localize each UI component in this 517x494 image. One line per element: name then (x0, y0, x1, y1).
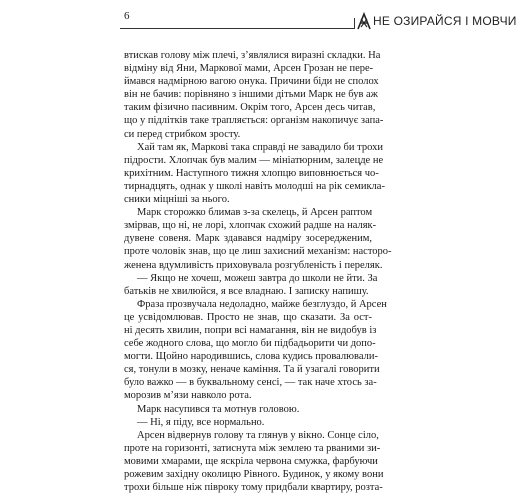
header-rule-tick (354, 18, 355, 29)
text-line: ні десять хвилин, попри всі намагання, він не видобув із (124, 324, 377, 336)
book-emblem-icon (357, 13, 371, 30)
text-line: ймався надмірною вагою онука. Причини біди не сполох (124, 76, 379, 88)
text-line: — Якщо не хочеш, можеш завтра до школи не йти. За (137, 272, 378, 284)
text-line: тирнадцять, однак у школі навіть молодші на рік семикла- (124, 180, 385, 192)
text-line: мовими хмарами, ще яскріла червона смужка, фарбуючи (124, 455, 378, 467)
text-line: він не бачив: порівняно з іншими дітьми Марк не був аж (124, 89, 378, 101)
text-line: що у підлітків таке трапляється: організм накопичує запа- (124, 115, 384, 127)
text-line: женена вдумливість приховувала розгубленість і переляк. (124, 259, 383, 271)
text-line: відміну від Яни, Маркової мами, Арсен Грозан не пере- (124, 63, 374, 75)
text-line: було важко — в буквальному сенсі, — так наче хтось за- (124, 377, 377, 389)
text-line: дувене совеня. Марк здавався надміру зосередженим, (124, 233, 372, 245)
text-line: проте на горизонті, затиснута між землею та рваними зи- (124, 442, 381, 454)
text-line: підрости. Хлопчак був малим — мініатюрним, залецде не (124, 154, 384, 166)
text-line: крихітним. Наступного тижня хлопцю виповнюється чо- (124, 167, 379, 179)
header-rule (120, 28, 355, 29)
text-line: змірвав, що ні, не лорі, хлопчак схожий радше на наляк- (124, 220, 377, 232)
text-line: могти. Щойно народившись, слова кудись провалювали- (124, 351, 378, 363)
text-line: втискав голову між плечі, з’являлися виразні складки. На (124, 50, 381, 61)
text-line: си перед стрибком зросту. (124, 128, 241, 140)
text-line: Арсен відвернув голову та глянув у вікно. Сонце сіло, (137, 429, 379, 441)
running-title: НЕ ОЗИРАЙСЯ І МОВЧИ (373, 14, 517, 28)
text-line: трохи більше ніж півроку тому придбали квартиру, розта- (124, 482, 383, 494)
text-line: сники міцніші за нього. (124, 194, 230, 206)
page-header (0, 0, 517, 40)
text-line: проте чоловік знав, що це лиш захисний механізм: насторо- (124, 246, 392, 258)
text-line: Хай там як, Маркові така справді не завадило би трохи (137, 141, 383, 153)
body-text (124, 49, 392, 494)
text-line: це усвідомлював. Просто не знав, що сказати. За ост- (124, 311, 372, 323)
text-line: ся, тонули в мозку, неначе каміння. Та й узагалі говорити (124, 364, 380, 376)
text-line: Марк сторожко блимав з-за скелець, й Арсен раптом (137, 207, 373, 219)
text-line: — Ні, я піду, все нормально. (137, 416, 265, 428)
text-line: морозив м’язи навколо рота. (124, 390, 252, 402)
text-line: батьків не хвилюйся, я все владнаю. І записку напишу. (124, 285, 369, 297)
text-line: Фраза прозвучала недоладно, майже безглуздо, й Арсен (137, 298, 387, 310)
text-line: себе жодного слова, що могло би підбадьорити чи допо- (124, 338, 376, 350)
text-line: Марк насупився та мотнув головою. (137, 403, 300, 415)
text-line: таким фізично пасивним. Окрім того, Арсен десь читав, (124, 102, 376, 114)
text-line: рожевим західну околицю Рівного. Будинок, у якому вони (124, 469, 384, 480)
page-number: 6 (124, 10, 130, 22)
